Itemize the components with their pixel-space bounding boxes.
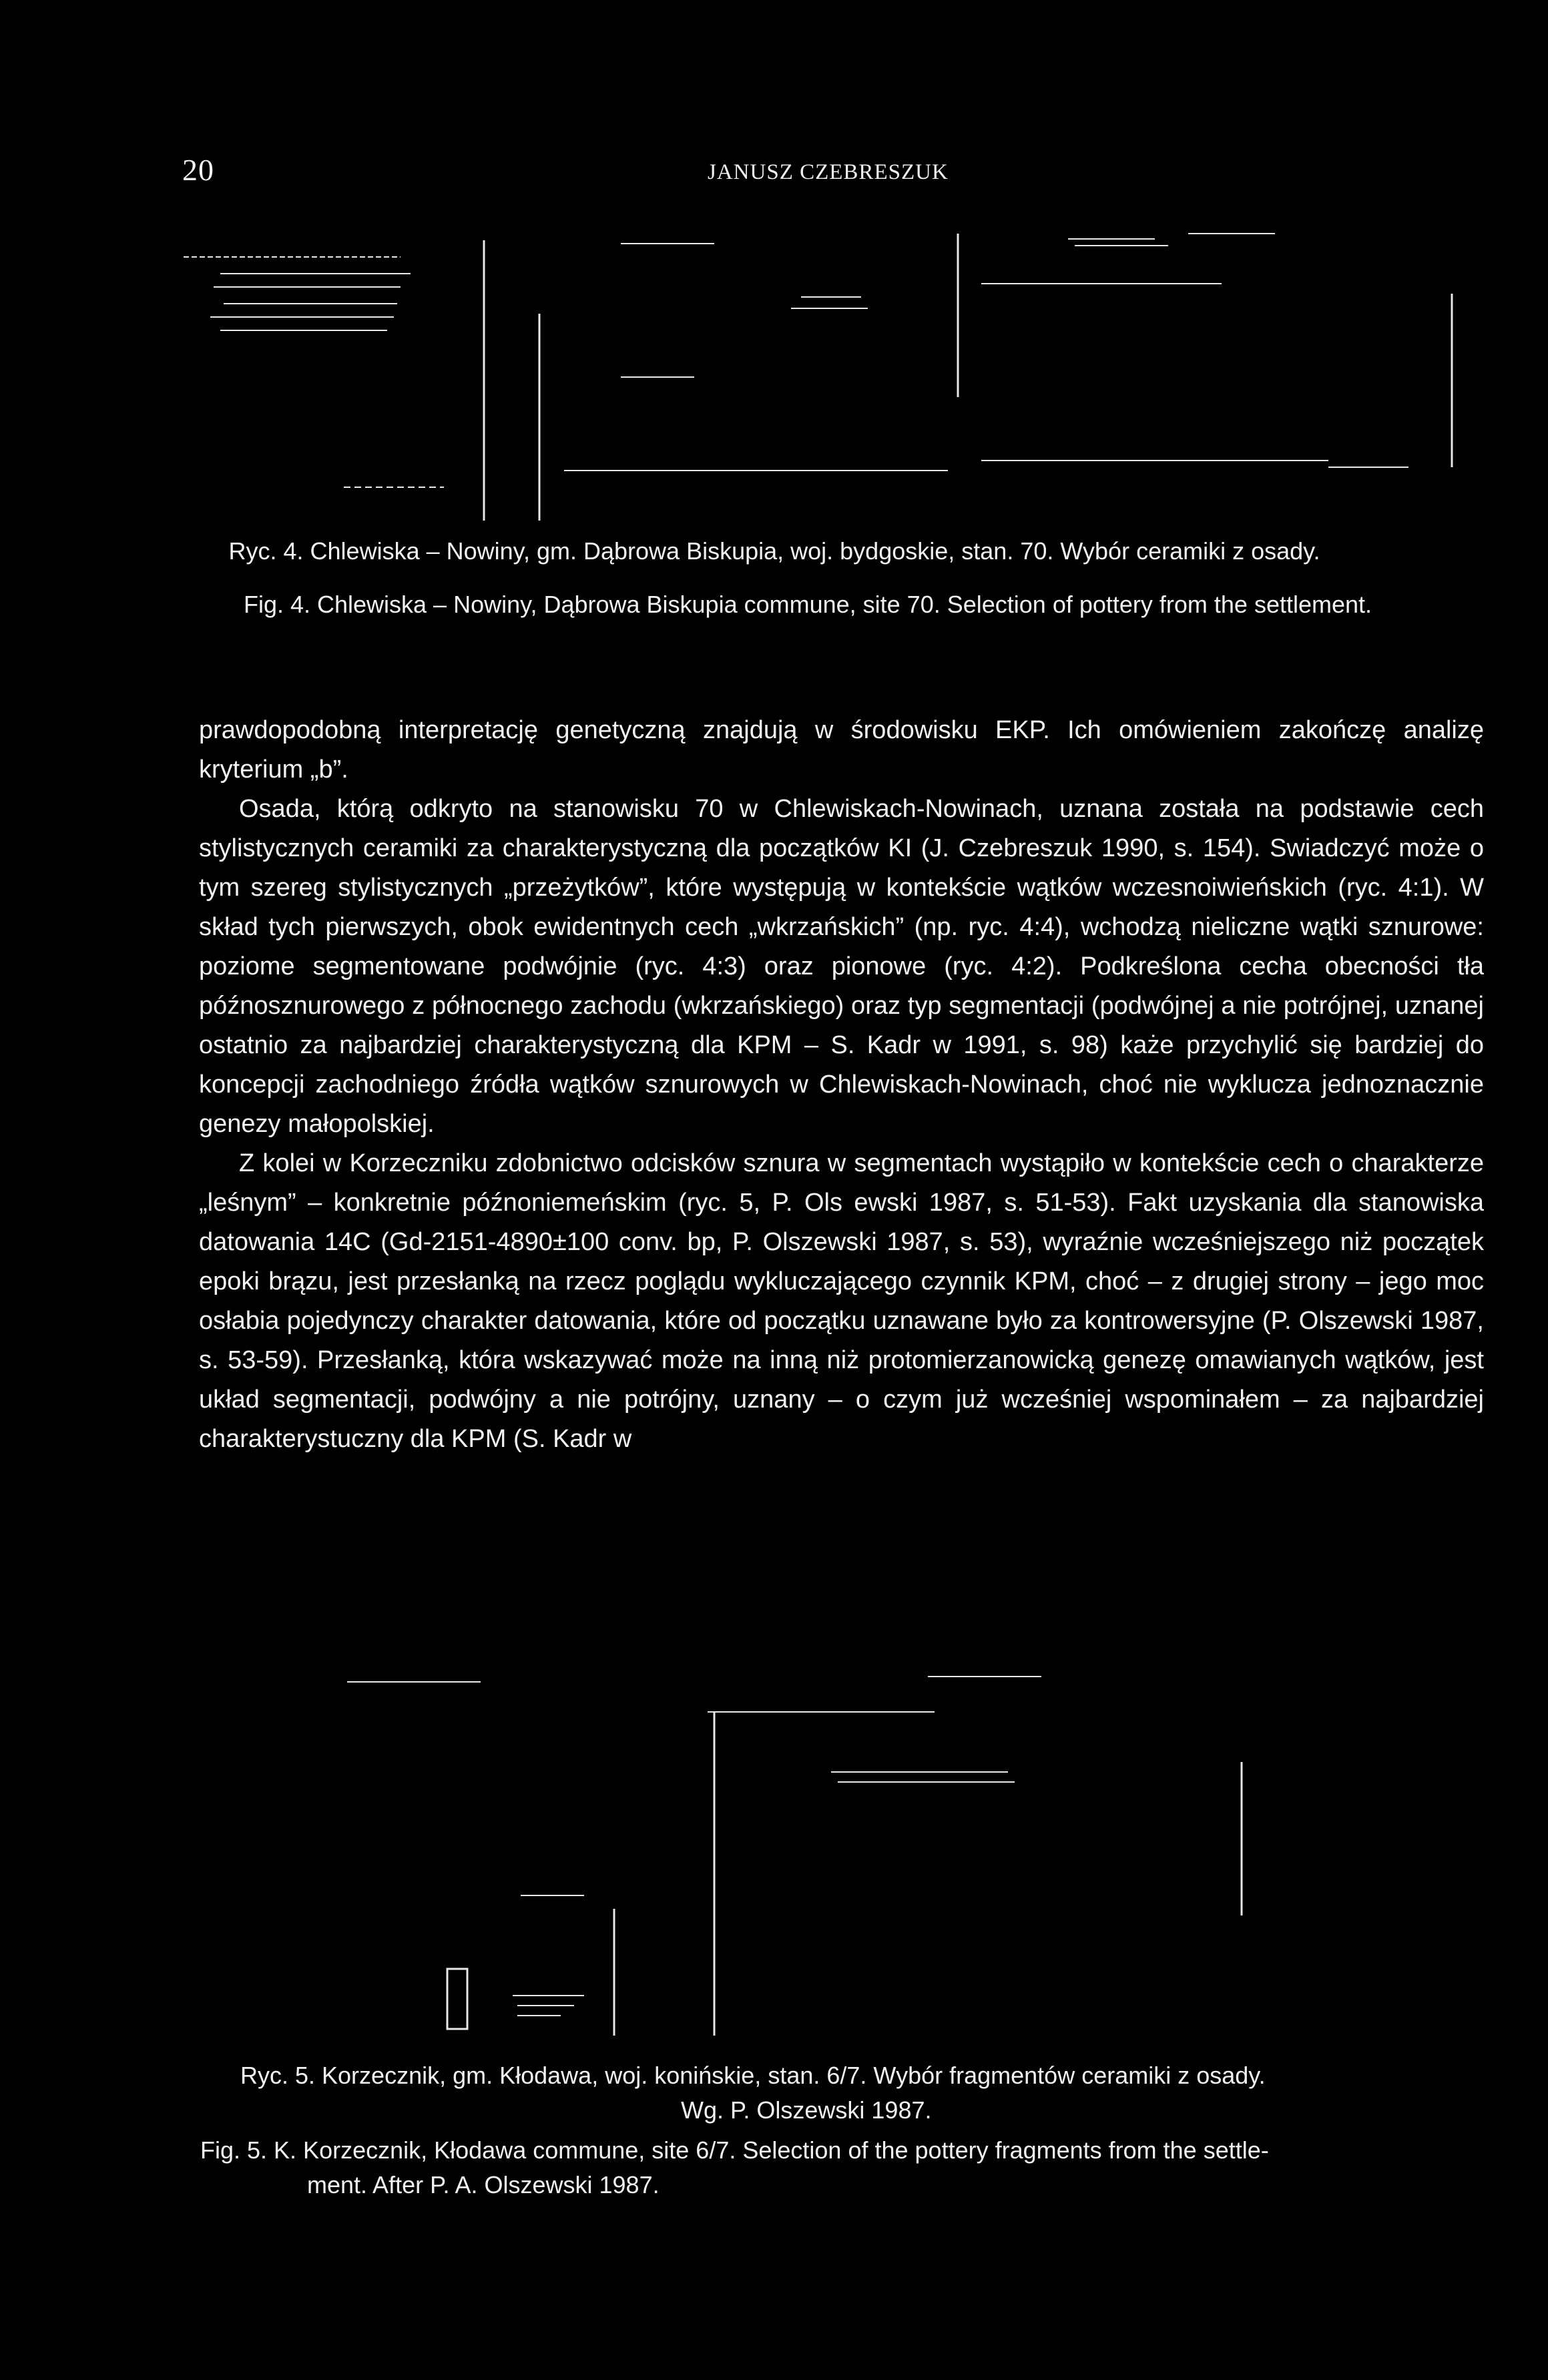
figure-5-caption-en-line1: Fig. 5. K. Korzecznik, Kłodawa commune, site 6/7. Selection of the pottery fragments from the settle- — [200, 2136, 1269, 2164]
figure-5-pottery-drawing — [334, 1662, 1335, 2036]
running-head: JANUSZ CZEBRESZUK — [708, 160, 949, 184]
figure-4-caption-en: Fig. 4. Chlewiska – Nowiny, Dąbrowa Biskupia commune, site 70. Selection of pottery from the settlement. — [243, 591, 1372, 618]
figure-5-caption-en-line2: ment. After P. A. Olszewski 1987. — [307, 2171, 660, 2198]
paragraph-2: Osada, którą odkryto na stanowisku 70 w Chlewiskach-Nowinach, uznana została na podstawie cech stylistycznych ceramiki za charakterystyczną dla początków KI (J. Czebreszuk 1990, s. 154). Swiadczyć może o tym szereg stylistycznych „przeżytków”, które występują w kontekście wątków wczesnoiwieńskich (ryc. 4:1). W skład tych pierwszych, obok ewidentnych cech „wkrzańskich” (np. ryc. 4:4), wchodzą nieliczne wątki sznurowe: poziome segmentowane podwójnie (ryc. 4:3) oraz pionowe (ryc. 4:2). Podkreślona cecha obecności tła późnosznurowego z północnego zachodu (wkrzańskiego) oraz typ segmentacji (podwójnej a nie potrójnej, uznanej ostatnio za najbardziej charakterystyczną dla KPM – S. Kadr w 1991, s. 98) każe przychylić się bardziej do koncepcji zachodniego źródła wątków sznurowych w Chlewiskach-Nowinach, choć nie wyklucza jednoznacznie genezy małopolskiej. — [199, 795, 1484, 1138]
figure-4-pottery-drawing — [180, 220, 1462, 534]
page-number: 20 — [182, 153, 214, 187]
figure-5-caption-en — [200, 2133, 1475, 2202]
paragraph-3: Z kolei w Korzeczniku zdobnictwo odcisków sznura w segmentach wystąpiło w kontekście cech o charakterze „leśnym” – konkretnie późnoniemeńskim (ryc. 5, P. Ols ewski 1987, s. 51-53). Fakt uzyskania dla stanowiska datowania 14C (Gd-2151-4890±100 conv. bp, P. Olszewski 1987, s. 53), wyraźnie wcześniejszego niż początek epoki brązu, jest przesłanką na rzecz poglądu wykluczającego czynnik KPM, choć – z drugiej strony – jego moc osłabia pojedynczy charakter datowania, które od początku uznawane było za kontrowersyjne (P. Olszewski 1987, s. 53-59). Przesłanką, która wskazywać może na inną niż protomierzanowicką genezę omawianych wątków, jest układ segmentacji, podwójny a nie potrójny, uznany – o czym już wcześniej wspominałem – za najbardziej charakterystuczny dla KPM (S. Kadr w — [199, 1149, 1484, 1453]
figure-5-caption-pl-line1: Ryc. 5. Korzecznik, gm. Kłodawa, woj. konińskie, stan. 6/7. Wybór fragmentów ceramiki z osady. — [240, 2062, 1266, 2089]
figure-5-caption-pl — [240, 2058, 1495, 2128]
paragraph-1: prawdopodobną interpretację genetyczną znajdują w środowisku EKP. Ich omówieniem zakończę analizę kryterium „b”. — [199, 716, 1484, 784]
body-text — [199, 711, 1484, 1459]
figure-5-caption-pl-line2: Wg. P. Olszewski 1987. — [681, 2096, 932, 2124]
figure-4-caption-pl: Ryc. 4. Chlewiska – Nowiny, gm. Dąbrowa Biskupia, woj. bydgoskie, stan. 70. Wybór ceramiki z osady. — [228, 537, 1320, 565]
